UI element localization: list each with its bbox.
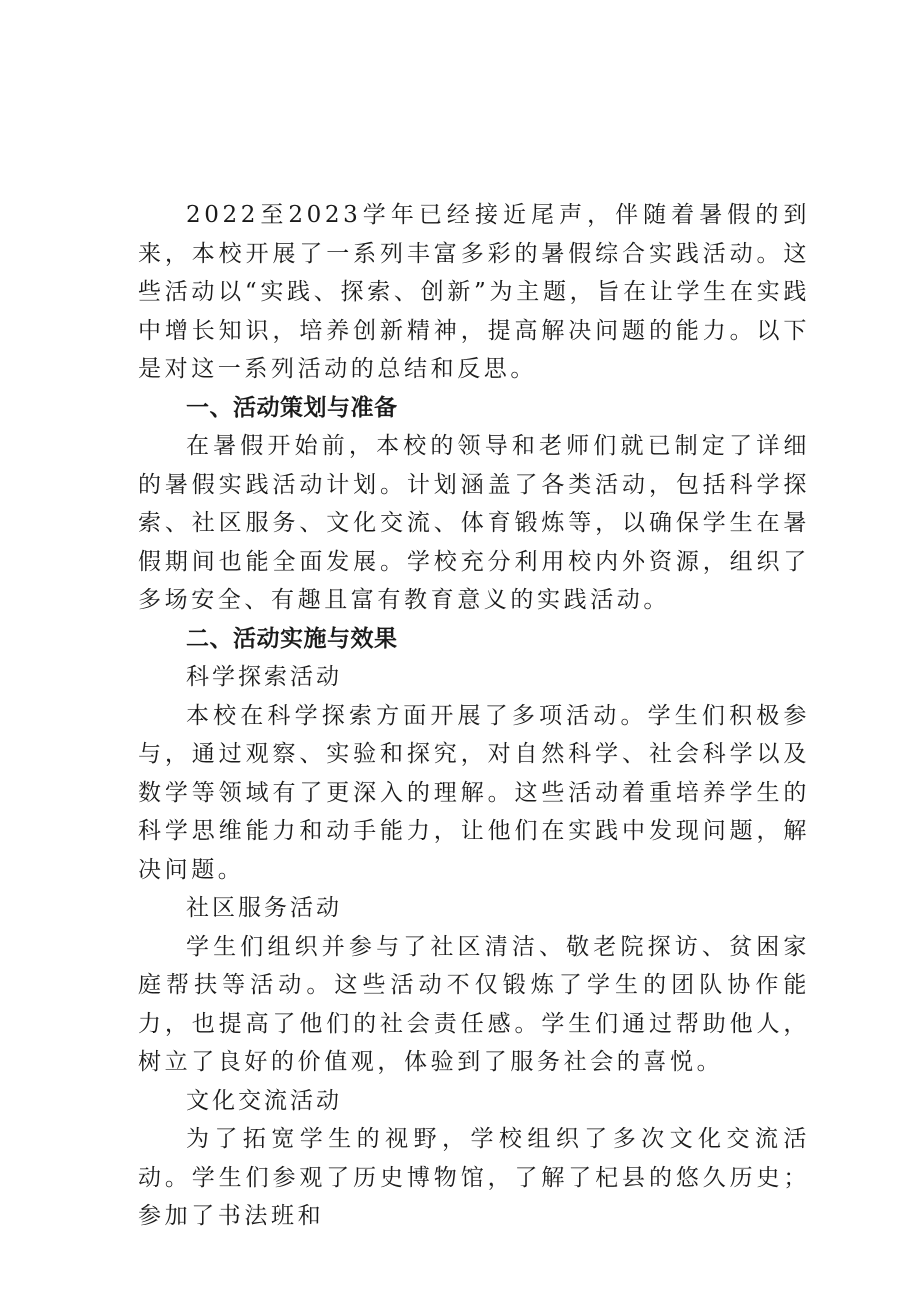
subheading-science: 科学探索活动 bbox=[186, 664, 342, 690]
section-heading-implementation: 二、活动实施与效果 bbox=[186, 625, 398, 652]
culture-paragraph: 为了拓宽学生的视野，学校组织了多次文化交流活动。学生们参观了历史博物馆，了解了杞县的悠久历史；参加了书法班和 bbox=[138, 1126, 810, 1229]
document-body bbox=[138, 196, 810, 1236]
subheading-culture: 文化交流活动 bbox=[186, 1087, 342, 1114]
intro-paragraph: 2022至2023学年已经接近尾声，伴随着暑假的到来，本校开展了一系列丰富多彩的暑假综合实践活动。这些活动以“实践、探索、创新”为主题，旨在让学生在实践中增长知识，培养创新精神，提高解决问题的能力。以下是对这一系列活动的总结和反思。 bbox=[138, 202, 810, 382]
science-paragraph: 本校在科学探索方面开展了多项活动。学生们积极参与，通过观察、实验和探究，对自然科学、社会科学以及数学等领域有了更深入的理解。这些活动着重培养学生的科学思维能力和动手能力，让他们在实践中发现问题，解决问题。 bbox=[138, 702, 810, 883]
community-paragraph: 学生们组织并参与了社区清洁、敬老院探访、贫困家庭帮扶等活动。这些活动不仅锻炼了学生的团队协作能力，也提高了他们的社会责任感。学生们通过帮助他人，树立了良好的价值观，体验到了服务社会的喜悦。 bbox=[138, 933, 810, 1075]
planning-paragraph: 在暑假开始前，本校的领导和老师们就已制定了详细的暑假实践活动计划。计划涵盖了各类活动，包括科学探索、社区服务、文化交流、体育锻炼等，以确保学生在暑假期间也能全面发展。学校充分利用校内外资源，组织了多场安全、有趣且富有教育意义的实践活动。 bbox=[138, 433, 810, 613]
subheading-community: 社区服务活动 bbox=[186, 895, 342, 921]
section-heading-planning: 一、活动策划与准备 bbox=[186, 394, 398, 421]
